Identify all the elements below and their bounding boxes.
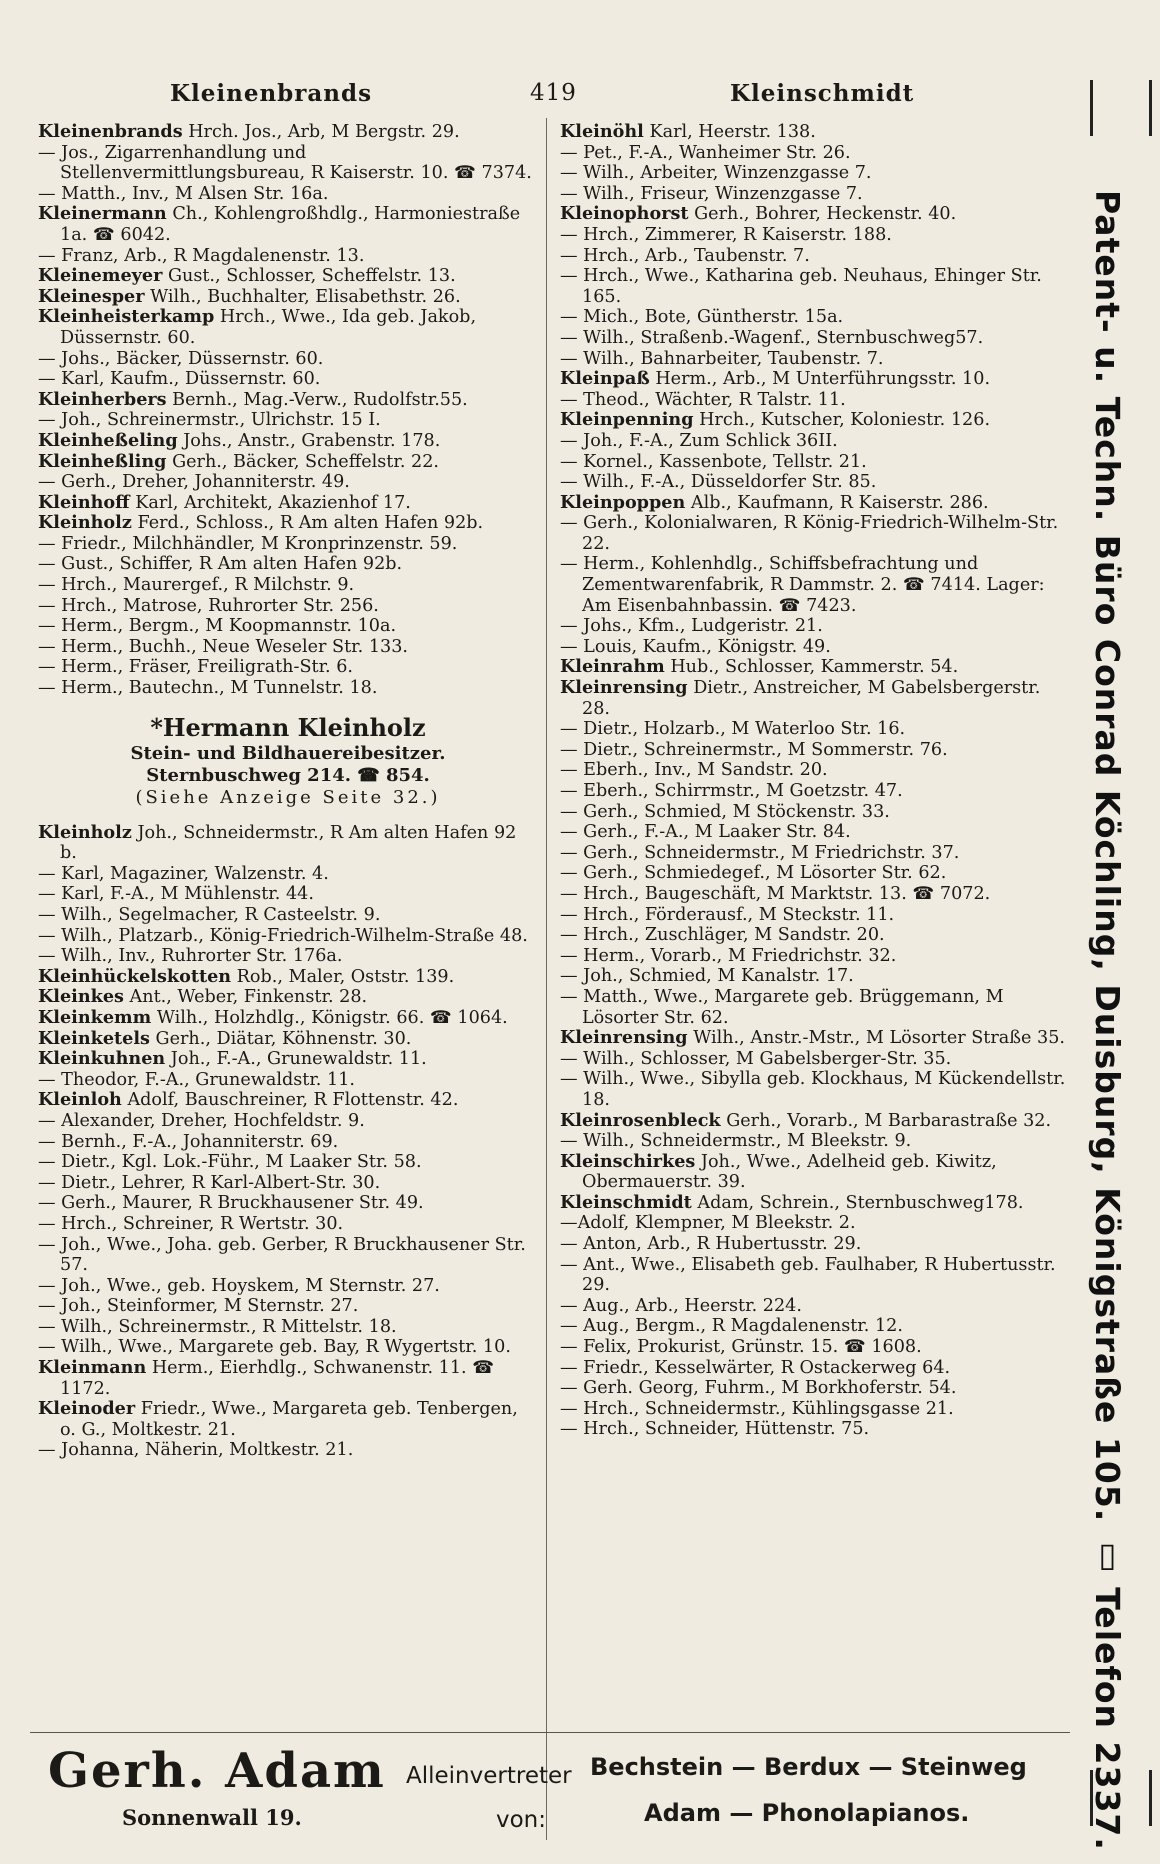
directory-entry — [560, 513, 1068, 554]
directory-entry — [560, 966, 1068, 987]
directory-entry — [38, 493, 538, 514]
footer-brands-2: Adam — Phonolapianos. — [644, 1799, 970, 1827]
entry-text: Hub., Schlosser, Kammerstr. 54. — [670, 657, 959, 678]
entry-text: — Wilh., Bahnarbeiter, Taubenstr. 7. — [560, 348, 884, 369]
entry-text: — Wilh., Schlosser, M Gabelsberger-Str. 35. — [560, 1048, 952, 1069]
directory-entry — [560, 843, 1068, 864]
entry-text: — Herm., Bautechn., M Tunnelstr. 18. — [38, 678, 378, 699]
entry-text: — Gerh., F.-A., M Laaker Str. 84. — [560, 822, 851, 843]
entry-text: Johs., Anstr., Grabenstr. 178. — [183, 430, 441, 451]
footer-address: Sonnenwall 19. — [122, 1805, 302, 1830]
entry-surname: Kleinpaß — [560, 368, 650, 390]
entry-text: Gerh., Bohrer, Heckenstr. 40. — [694, 204, 957, 225]
directory-entry — [560, 987, 1068, 1028]
directory-entry — [38, 596, 538, 617]
directory-entry — [38, 287, 538, 308]
entry-text: — Felix, Prokurist, Grünstr. 15. ☎ 1608. — [560, 1337, 922, 1358]
entry-text: — Pet., F.-A., Wanheimer Str. 26. — [560, 142, 851, 163]
directory-entry — [38, 143, 538, 184]
entry-text: — Wilh., Straßenb.-Wagenf., Sternbuschweg57. — [560, 327, 984, 348]
directory-entry — [560, 246, 1068, 267]
entry-surname: Kleinermann — [38, 203, 167, 225]
advertisement-kleinholz — [38, 713, 538, 809]
directory-entry — [38, 1214, 538, 1235]
directory-entry — [38, 1152, 538, 1173]
directory-entry — [38, 266, 538, 287]
entry-surname: Kleinheßeling — [38, 429, 178, 451]
entry-surname: Kleinherbers — [38, 388, 167, 410]
entry-text: — Matth., Inv., M Alsen Str. 16a. — [38, 183, 329, 204]
entry-text: — Joh., Schmied, M Kanalstr. 17. — [560, 966, 854, 987]
entry-text: — Alexander, Dreher, Hochfeldstr. 9. — [38, 1110, 365, 1131]
directory-entry — [38, 1090, 538, 1111]
directory-entry — [560, 204, 1068, 225]
right-column — [560, 122, 1068, 1440]
directory-entry — [38, 452, 538, 473]
directory-entry — [38, 1070, 538, 1091]
entry-text: Joh., Schneidermstr., R Am alten Hafen 92 b. — [60, 822, 517, 864]
directory-entry — [560, 863, 1068, 884]
entry-text: — Jos., Zigarrenhandlung und Stellenvermittlungsbureau, R Kaiserstr. 10. ☎ 7374. — [38, 142, 532, 184]
page-number: 419 — [530, 80, 577, 106]
directory-entry — [560, 1296, 1068, 1317]
entry-text: — Gerh., Dreher, Johanniterstr. 49. — [38, 472, 350, 493]
entry-text: — Hrch., Schreiner, R Wertstr. 30. — [38, 1213, 344, 1234]
directory-entry — [560, 781, 1068, 802]
directory-entry — [38, 1399, 538, 1440]
directory-entry — [560, 349, 1068, 370]
directory-entry — [38, 926, 538, 947]
directory-entry — [38, 390, 538, 411]
directory-entry — [560, 1131, 1068, 1152]
directory-entry — [38, 307, 538, 348]
ad-line-1: Stein- und Bildhauereibesitzer. — [130, 742, 446, 764]
entry-text: — Dietr., Lehrer, R Karl-Albert-Str. 30. — [38, 1172, 381, 1193]
side-advertisement — [1080, 80, 1158, 1851]
entry-text: — Johs., Bäcker, Düssernstr. 60. — [38, 348, 324, 369]
directory-entry — [38, 1337, 538, 1358]
entry-text: — Gerh., Schmied, M Stöckenstr. 33. — [560, 801, 890, 822]
directory-entry — [560, 266, 1068, 307]
entry-text: — Hrch., Schneidermstr., Kühlingsgasse 21. — [560, 1398, 954, 1419]
directory-entry — [38, 575, 538, 596]
directory-entry — [560, 1337, 1068, 1358]
directory-entry — [38, 1317, 538, 1338]
entry-text: Friedr., Wwe., Margareta geb. Tenbergen, o. G., Moltkestr. 21. — [60, 1399, 518, 1440]
entry-surname: Kleinesper — [38, 285, 145, 307]
directory-entry — [560, 946, 1068, 967]
directory-entry — [560, 822, 1068, 843]
entry-surname: Kleinholz — [38, 512, 132, 534]
directory-entry — [560, 122, 1068, 143]
footer-company-name: Gerh. Adam — [48, 1743, 386, 1799]
entry-surname: Kleinheisterkamp — [38, 306, 215, 328]
footer-brands-1: Bechstein — Berdux — Steinweg — [590, 1753, 1027, 1781]
directory-entry — [38, 369, 538, 390]
entry-surname: Kleinemeyer — [38, 265, 163, 287]
entry-text: — Matth., Wwe., Margarete geb. Brüggemann, M Lösorter Str. 62. — [560, 986, 1004, 1028]
entry-text: Herm., Eierhdlg., Schwanenstr. 11. ☎ 1172. — [60, 1358, 495, 1399]
entry-surname: Kleinrensing — [560, 677, 688, 699]
entry-text: — Gerh., Maurer, R Bruckhausener Str. 49. — [38, 1193, 424, 1214]
entry-surname: Kleinrosenbleck — [560, 1109, 721, 1131]
directory-entry — [38, 1296, 538, 1317]
entry-text: — Dietr., Holzarb., M Waterloo Str. 16. — [560, 719, 906, 740]
entry-text: — Joh., Wwe., geb. Hoyskem, M Sternstr. 27. — [38, 1275, 440, 1296]
directory-entry — [560, 390, 1068, 411]
directory-entry — [560, 493, 1068, 514]
directory-entry — [560, 925, 1068, 946]
directory-entry — [38, 987, 538, 1008]
entry-text: Wilh., Buchhalter, Elisabethstr. 26. — [150, 286, 461, 307]
entry-text: — Dietr., Schreinermstr., M Sommerstr. 76. — [560, 739, 948, 760]
directory-entry — [560, 1419, 1068, 1440]
directory-entry — [560, 225, 1068, 246]
entry-surname: Kleinkuhnen — [38, 1048, 166, 1070]
entry-text: — Gerh. Georg, Fuhrm., M Borkhoferstr. 54. — [560, 1378, 957, 1399]
side-ad-text: Patent- u. Techn. Büro Conrad Köchling, Duisburg, Königstraße 105. ▯ Telefon 2337. — [1088, 190, 1127, 1851]
double-rule-top — [1090, 80, 1152, 136]
directory-entry — [38, 513, 538, 534]
entry-text: — Wilh., Schneidermstr., M Bleekstr. 9. — [560, 1131, 912, 1152]
running-head-left: Kleinenbrands — [170, 80, 373, 107]
entry-text: — Gust., Schiffer, R Am alten Hafen 92b. — [38, 554, 403, 575]
directory-entry — [38, 823, 538, 864]
entry-text: — Wilh., Wwe., Sibylla geb. Klockhaus, M Kückendellstr. 18. — [560, 1069, 1066, 1110]
entry-text: — Herm., Kohlenhdlg., Schiffsbefrachtung und Zementwarenfabrik, R Dammstr. 2. ☎ 7414. Lager: Am Eisenbahnbassin. ☎ 7423. — [560, 554, 1045, 616]
entry-text: — Franz, Arb., R Magdalenenstr. 13. — [38, 245, 365, 266]
entry-text: Ant., Weber, Finkenstr. 28. — [129, 987, 368, 1008]
running-head-right: Kleinschmidt — [730, 80, 915, 107]
directory-entry — [560, 1193, 1068, 1214]
entry-text: Hrch. Jos., Arb, M Bergstr. 29. — [188, 122, 460, 142]
entry-surname: Kleinhoff — [38, 491, 130, 513]
entry-text: — Johanna, Näherin, Moltkestr. 21. — [38, 1440, 354, 1461]
entry-text: — Wilh., Wwe., Margarete geb. Bay, R Wygertstr. 10. — [38, 1337, 511, 1358]
directory-entry — [560, 163, 1068, 184]
directory-entry — [560, 616, 1068, 637]
directory-entry — [560, 760, 1068, 781]
entry-text: — Anton, Arb., R Hubertusstr. 29. — [560, 1234, 862, 1255]
footer-von: von: — [496, 1807, 547, 1833]
directory-entry — [560, 1399, 1068, 1420]
entry-text: Gerh., Diätar, Köhnenstr. 30. — [155, 1028, 412, 1049]
entry-text: — Louis, Kaufm., Königstr. 49. — [560, 636, 831, 657]
double-rule-bottom — [1090, 1770, 1152, 1826]
entry-text: — Joh., Steinformer, M Sternstr. 27. — [38, 1296, 359, 1317]
entry-surname: Kleinheßling — [38, 450, 167, 472]
entry-text: Gerh., Vorarb., M Barbarastraße 32. — [726, 1110, 1052, 1131]
directory-entry — [560, 1111, 1068, 1132]
directory-entry — [560, 1213, 1068, 1234]
entry-surname: Kleinkes — [38, 986, 124, 1008]
ad-line-2: Sternbuschweg 214. ☎ 854. — [146, 764, 430, 786]
entry-text: Gust., Schlosser, Scheffelstr. 13. — [167, 266, 456, 287]
entry-text: Wilh., Holzhdlg., Königstr. 66. ☎ 1064. — [156, 1007, 508, 1028]
entry-text: Karl, Architekt, Akazienhof 17. — [135, 492, 411, 513]
directory-entry — [38, 1049, 538, 1070]
directory-entry — [560, 452, 1068, 473]
entry-surname: Kleinpoppen — [560, 491, 686, 513]
entry-text: — Kornel., Kassenbote, Tellstr. 21. — [560, 451, 867, 472]
directory-entry — [38, 884, 538, 905]
directory-entry — [38, 410, 538, 431]
ad-name: *Hermann Kleinholz — [150, 712, 426, 742]
directory-entry — [560, 1069, 1068, 1110]
entry-text: — Herm., Vorarb., M Friedrichstr. 32. — [560, 945, 897, 966]
entry-text: — Hrch., Baugeschäft, M Marktstr. 13. ☎ 7072. — [560, 883, 991, 904]
directory-entry — [560, 328, 1068, 349]
ad-line-3: (Siehe Anzeige Seite 32.) — [135, 786, 441, 808]
directory-entry — [560, 1378, 1068, 1399]
entry-text: — Hrch., Arb., Taubenstr. 7. — [560, 245, 810, 266]
entry-text: — Wilh., Inv., Ruhrorter Str. 176a. — [38, 946, 343, 967]
entry-surname: Kleinoder — [38, 1398, 136, 1420]
entry-text: — Mich., Bote, Güntherstr. 15a. — [560, 307, 844, 328]
directory-entry — [560, 307, 1068, 328]
directory-entry — [38, 864, 538, 885]
entry-surname: Kleinrahm — [560, 656, 665, 678]
directory-entry — [560, 1358, 1068, 1379]
entry-text: Ch., Kohlengroßhdlg., Harmoniestraße 1a. ☎ 6042. — [60, 204, 521, 245]
entry-text: — Joh., F.-A., Zum Schlick 36II. — [560, 430, 838, 451]
entry-text: — Hrch., Maurergef., R Milchstr. 9. — [38, 575, 355, 596]
entry-text: — Karl, F.-A., M Mühlenstr. 44. — [38, 884, 314, 905]
entry-surname: Kleinketels — [38, 1027, 150, 1049]
directory-entry — [560, 905, 1068, 926]
directory-entry — [560, 1255, 1068, 1296]
directory-entry — [38, 1029, 538, 1050]
left-entries — [38, 122, 538, 699]
footer-role: Alleinvertreter — [406, 1763, 572, 1789]
entry-surname: Kleinhückelskotten — [38, 965, 232, 987]
directory-entry — [38, 1276, 538, 1297]
directory-entry — [38, 967, 538, 988]
entry-text: — Wilh., Friseur, Winzenzgasse 7. — [560, 183, 863, 204]
entry-text: — Herm., Buchh., Neue Weseler Str. 133. — [38, 636, 409, 657]
directory-entry — [560, 1234, 1068, 1255]
directory-entry — [38, 204, 538, 245]
entry-surname: Kleinkemm — [38, 1006, 152, 1028]
entry-text: Rob., Maler, Oststr. 139. — [236, 966, 455, 987]
entry-text: — Ant., Wwe., Elisabeth geb. Faulhaber, R Hubertusstr. 29. — [560, 1254, 1056, 1296]
entry-text: — Wilh., Segelmacher, R Casteelstr. 9. — [38, 905, 381, 925]
directory-entry — [560, 719, 1068, 740]
entry-surname: Kleinholz — [38, 821, 132, 843]
entry-text: — Joh., Schreinermstr., Ulrichstr. 15 I. — [38, 410, 381, 431]
directory-entry — [560, 472, 1068, 493]
directory-entry — [38, 946, 538, 967]
directory-entry — [560, 410, 1068, 431]
left-column — [38, 122, 538, 1461]
directory-entry — [38, 246, 538, 267]
entry-text: — Hrch., Wwe., Katharina geb. Neuhaus, Ehinger Str. 165. — [560, 266, 1042, 307]
directory-entry — [560, 554, 1068, 616]
directory-entry — [38, 1111, 538, 1132]
directory-entry — [38, 349, 538, 370]
entry-surname: Kleinöhl — [560, 121, 644, 142]
entry-surname: Kleinrensing — [560, 1027, 688, 1049]
entry-text: — Gerh., Kolonialwaren, R König-Friedrich-Wilhelm-Str. 22. — [560, 513, 1059, 554]
entry-text: — Friedr., Kesselwärter, R Ostackerweg 64. — [560, 1357, 951, 1378]
right-entries — [560, 122, 1068, 1440]
entry-text: Adam, Schrein., Sternbuschweg178. — [697, 1192, 1024, 1213]
column-divider — [546, 118, 547, 1840]
entry-text: Alb., Kaufmann, R Kaiserstr. 286. — [690, 492, 989, 513]
entry-text: — Eberh., Schirrmstr., M Goetzstr. 47. — [560, 781, 903, 801]
directory-entry — [38, 678, 538, 699]
directory-entry — [38, 1132, 538, 1153]
directory-entry — [38, 616, 538, 637]
footer-advertisement — [30, 1732, 1070, 1843]
directory-entry — [38, 554, 538, 575]
directory-entry — [38, 637, 538, 658]
directory-entry — [38, 905, 538, 926]
entry-text: — Johs., Kfm., Ludgeristr. 21. — [560, 616, 823, 637]
entry-text: — Bernh., F.-A., Johanniterstr. 69. — [38, 1131, 339, 1152]
entry-text: —Adolf, Klempner, M Bleekstr. 2. — [560, 1213, 856, 1234]
entry-text: — Aug., Arb., Heerstr. 224. — [560, 1295, 802, 1316]
directory-entry — [38, 657, 538, 678]
entry-text: Dietr., Anstreicher, M Gabelsbergerstr. 28. — [582, 678, 1041, 719]
entry-text: Bernh., Mag.-Verw., Rudolfstr.55. — [172, 389, 468, 410]
directory-entry — [38, 122, 538, 143]
directory-entry — [560, 184, 1068, 205]
entry-text: Joh., F.-A., Grunewaldstr. 11. — [170, 1049, 427, 1070]
directory-entry — [560, 1316, 1068, 1337]
entry-surname: Kleinmann — [38, 1357, 147, 1379]
directory-entry — [38, 1235, 538, 1276]
left-entries-continued — [38, 823, 538, 1461]
directory-entry — [560, 657, 1068, 678]
entry-text: Wilh., Anstr.-Mstr., M Lösorter Straße 35. — [693, 1028, 1066, 1049]
directory-entry — [38, 431, 538, 452]
directory-entry — [38, 1173, 538, 1194]
entry-text: — Joh., Wwe., Joha. geb. Gerber, R Bruckhausener Str. 57. — [38, 1234, 526, 1276]
entry-text: Karl, Heerstr. 138. — [649, 122, 816, 142]
entry-surname: Kleinpenning — [560, 409, 694, 431]
directory-entry — [560, 1028, 1068, 1049]
entry-text: — Wilh., F.-A., Düsseldorfer Str. 85. — [560, 472, 877, 493]
directory-entry — [560, 884, 1068, 905]
entry-text: Adolf, Bauschreiner, R Flottenstr. 42. — [127, 1090, 459, 1111]
entry-text: Herm., Arb., M Unterführungsstr. 10. — [655, 369, 991, 390]
entry-text: — Theod., Wächter, R Talstr. 11. — [560, 389, 846, 410]
entry-text: — Aug., Bergm., R Magdalenenstr. 12. — [560, 1316, 903, 1337]
directory-entry — [560, 369, 1068, 390]
directory-entry — [560, 678, 1068, 719]
entry-text: — Karl, Magaziner, Walzenstr. 4. — [38, 863, 329, 884]
entry-surname: Kleinloh — [38, 1089, 122, 1111]
directory-entry — [38, 1193, 538, 1214]
entry-text: — Gerh., Schmiedegef., M Lösorter Str. 62. — [560, 863, 947, 884]
entry-text: — Karl, Kaufm., Düssernstr. 60. — [38, 369, 321, 390]
entry-text: — Eberh., Inv., M Sandstr. 20. — [560, 760, 828, 781]
directory-entry — [560, 740, 1068, 761]
entry-text: — Hrch., Matrose, Ruhrorter Str. 256. — [38, 595, 379, 616]
entry-text: Gerh., Bäcker, Scheffelstr. 22. — [172, 451, 439, 472]
entry-text: — Wilh., Schreinermstr., R Mittelstr. 18. — [38, 1316, 397, 1337]
entry-surname: Kleinschmidt — [560, 1191, 692, 1213]
entry-text: — Hrch., Förderausf., M Steckstr. 11. — [560, 904, 895, 925]
directory-entry — [560, 431, 1068, 452]
directory-entry — [38, 472, 538, 493]
directory-entry — [560, 1152, 1068, 1193]
directory-entry — [38, 184, 538, 205]
directory-entry — [560, 637, 1068, 658]
directory-entry — [38, 1358, 538, 1399]
entry-text: — Dietr., Kgl. Lok.-Führ., M Laaker Str. 58. — [38, 1152, 422, 1173]
entry-text: — Gerh., Schneidermstr., M Friedrichstr. 37. — [560, 842, 960, 863]
entry-surname: Kleinenbrands — [38, 121, 183, 142]
entry-text: Joh., Wwe., Adelheid geb. Kiwitz, Obermauerstr. 39. — [582, 1151, 997, 1193]
directory-entry — [560, 1049, 1068, 1070]
entry-text: — Wilh., Platzarb., König-Friedrich-Wilhelm-Straße 48. — [38, 925, 528, 946]
entry-surname: Kleinschirkes — [560, 1150, 696, 1172]
directory-entry — [38, 1440, 538, 1461]
entry-text: Ferd., Schloss., R Am alten Hafen 92b. — [137, 513, 484, 534]
entry-text: — Hrch., Zuschläger, M Sandstr. 20. — [560, 925, 885, 946]
directory-entry — [560, 802, 1068, 823]
entry-text: Hrch., Wwe., Ida geb. Jakob, Düssernstr. 60. — [60, 307, 477, 348]
entry-text: Hrch., Kutscher, Koloniestr. 126. — [699, 410, 991, 431]
entry-text: — Theodor, F.-A., Grunewaldstr. 11. — [38, 1069, 355, 1090]
entry-text: — Hrch., Schneider, Hüttenstr. 75. — [560, 1419, 870, 1440]
entry-text: — Friedr., Milchhändler, M Kronprinzenstr. 59. — [38, 533, 458, 554]
directory-entry — [38, 1008, 538, 1029]
entry-text: — Hrch., Zimmerer, R Kaiserstr. 188. — [560, 224, 892, 245]
entry-text: — Herm., Bergm., M Koopmannstr. 10a. — [38, 616, 397, 637]
entry-surname: Kleinophorst — [560, 203, 689, 225]
entry-text: — Herm., Fräser, Freiligrath-Str. 6. — [38, 657, 354, 678]
directory-entry — [38, 534, 538, 555]
entry-text: — Wilh., Arbeiter, Winzenzgasse 7. — [560, 163, 872, 184]
directory-entry — [560, 143, 1068, 164]
